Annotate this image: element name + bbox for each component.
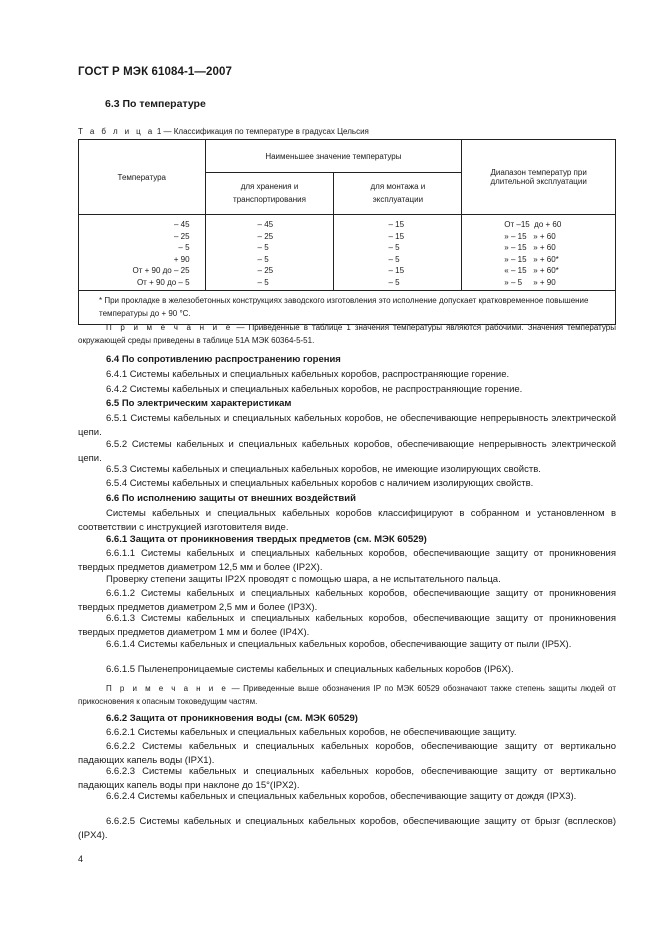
range-values-list xyxy=(504,219,615,288)
paragraph-6-6: Системы кабельных и специальных кабельных коробов классифицируют в собранном и установленном в соответствии с инструкцией изготовителя виде. xyxy=(78,508,616,533)
note-1-text: — Приведенные в таблице 1 значения температуры являются рабочими. Значения температуры окружающей среды приведены в таблице 51А МЭК 60364-5-51. xyxy=(78,323,616,345)
temperature-table xyxy=(78,139,616,325)
paragraph-6-6-2-5: 6.6.2.5 Системы кабельных и специальных кабельных коробов, обеспечивающие защиту от брызг (всплесков) (IPX4). xyxy=(78,816,616,841)
table-cell: – 45 xyxy=(173,220,190,229)
table-cell: От + 90 до – 5 xyxy=(136,277,190,287)
column-temperature-values xyxy=(79,215,206,291)
note-1 xyxy=(78,322,616,347)
table-caption-text: 1 — Классификация по температуре в градусах Цельсия xyxy=(156,127,369,136)
table-cell: – 15 xyxy=(388,231,405,241)
table-cell: – 5 xyxy=(257,277,269,287)
section-heading-6-6-2: 6.6.2 Защита от проникновения воды (см. МЭК 60529) xyxy=(106,713,358,724)
note-2 xyxy=(78,683,616,708)
table-cell: » – 15 » + 60 xyxy=(504,231,556,241)
table-cell: – 45 xyxy=(257,220,274,229)
table-caption-prefix: Т а б л и ц а xyxy=(78,127,155,136)
paragraph-6-6-1-2: 6.6.1.2 Системы кабельных и специальных кабельных коробов, обеспечивающие защиту от проникновения твердых предметов диаметром 2,5 мм и более (IP3X). xyxy=(78,588,616,613)
section-heading-6-4: 6.4 По сопротивлению распространению горения xyxy=(106,354,341,365)
document-header: ГОСТ Р МЭК 61084-1—2007 xyxy=(78,66,232,78)
table-cell: От –15 до + 60 xyxy=(504,220,562,229)
section-heading-6-6-1: 6.6.1 Защита от проникновения твердых предметов (см. МЭК 60529) xyxy=(106,534,427,545)
table-cell: – 5 xyxy=(178,243,190,252)
paragraph-6-6-1-5: 6.6.1.5 Пыленепроницаемые системы кабельных и специальных кабельных коробов (IP6X). xyxy=(106,664,514,675)
storage-values-list xyxy=(258,219,334,288)
col-header-min-temp: Наименьшее значение температуры xyxy=(205,140,462,173)
table-cell: » – 5 » + 90 xyxy=(504,277,556,287)
col-header-temperature: Температура xyxy=(79,140,206,215)
section-heading-6-3: 6.3 По температуре xyxy=(105,98,206,110)
paragraph-6-6-2-4: 6.6.2.4 Системы кабельных и специальных кабельных коробов, обеспечивающие защиту от дождя (IPX3). xyxy=(106,791,577,802)
paragraph-6-5-3: 6.5.3 Системы кабельных и специальных кабельных коробов, не имеющие изолирующих свойств. xyxy=(106,464,541,475)
note-2-text: — Приведенные выше обозначения IP по МЭК 60529 обозначают также степень защиты людей от прикосновения к опасным токоведущим частям. xyxy=(78,684,616,706)
table-cell: – 15 xyxy=(388,220,405,229)
table-cell: – 25 xyxy=(257,231,274,241)
table-cell: – 25 xyxy=(173,231,190,241)
table-cell: От + 90 до – 25 xyxy=(132,266,190,275)
table-cell: – 5 xyxy=(257,254,269,264)
paragraph-6-6-1-3: 6.6.1.3 Системы кабельных и специальных кабельных коробов, обеспечивающие защиту от проникновения твердых предметов диаметром 1 мм и более (IP4X). xyxy=(78,613,616,638)
paragraph-6-5-1: 6.5.1 Системы кабельных и специальных кабельных коробов, не обеспечивающие непрерывность электрической цепи. xyxy=(78,413,616,438)
section-heading-6-5: 6.5 По электрическим характеристикам xyxy=(106,398,292,409)
column-storage-values xyxy=(205,215,334,291)
table-cell: « – 15 » + 60* xyxy=(504,266,559,275)
paragraph-6-6-1-1-ip2x-check: Проверку степени защиты IP2X проводят с помощью шара, а не испытательного пальца. xyxy=(106,574,501,585)
table-cell: – 15 xyxy=(388,266,405,275)
table-footnote: * При прокладке в железобетонных конструкциях заводского изготовления это исполнение допускает кратковременное повышение температуры до + 90 °С. xyxy=(79,291,616,325)
col-header-range: Диапазон температур при длительной эксплуатации xyxy=(462,140,616,215)
table-cell: – 5 xyxy=(388,254,400,264)
column-range-values xyxy=(462,215,616,291)
note-2-prefix: П р и м е ч а н и е xyxy=(106,684,229,693)
paragraph-6-6-2-1: 6.6.2.1 Системы кабельных и специальных кабельных коробов, не обеспечивающие защиту. xyxy=(106,727,517,738)
table-cell: + 90 xyxy=(173,254,190,264)
paragraph-6-4-1: 6.4.1 Системы кабельных и специальных кабельных коробов, распространяющие горение. xyxy=(106,369,510,380)
paragraph-6-5-4: 6.5.4 Системы кабельных и специальных кабельных коробов с наличием изолирующих свойств. xyxy=(106,478,534,489)
paragraph-6-6-2-2: 6.6.2.2 Системы кабельных и специальных кабельных коробов, обеспечивающие защиту от вертикально падающих капель воды (IPX1). xyxy=(78,741,616,766)
page-number: 4 xyxy=(78,854,84,864)
table-cell: » – 15 » + 60* xyxy=(504,254,559,264)
table-cell: – 25 xyxy=(257,266,274,275)
installation-values-list xyxy=(388,219,461,288)
table-cell: – 5 xyxy=(388,243,400,252)
col-header-installation: для монтажа и эксплуатации xyxy=(334,173,462,215)
paragraph-6-6-2-3: 6.6.2.3 Системы кабельных и специальных кабельных коробов, обеспечивающие защиту от вертикально падающих капель воды при наклоне до 15°(IPX2). xyxy=(78,766,616,791)
temperature-values-list xyxy=(79,219,190,288)
table-caption xyxy=(78,127,369,136)
col-header-storage: для хранения и транспортирования xyxy=(205,173,334,215)
paragraph-6-4-2: 6.4.2 Системы кабельных и специальных кабельных коробов, не распространяющие горение. xyxy=(106,384,523,395)
paragraph-6-6-1-4: 6.6.1.4 Системы кабельных и специальных кабельных коробов, обеспечивающие защиту от пыли (IP5X). xyxy=(106,639,572,650)
paragraph-6-6-1-1: 6.6.1.1 Системы кабельных и специальных кабельных коробов, обеспечивающие защиту от проникновения твердых предметов диаметром 12,5 мм и более (IP2X). xyxy=(78,548,616,573)
column-installation-values xyxy=(334,215,462,291)
table-cell: – 5 xyxy=(257,243,269,252)
paragraph-6-5-2: 6.5.2 Системы кабельных и специальных кабельных коробов, обеспечивающие непрерывность электрической цепи. xyxy=(78,439,616,464)
table-cell: » – 15 » + 60 xyxy=(504,243,556,252)
section-heading-6-6: 6.6 По исполнению защиты от внешних воздействий xyxy=(106,493,356,504)
table-cell: – 5 xyxy=(388,277,400,287)
note-1-prefix: П р и м е ч а н и е xyxy=(106,323,233,332)
